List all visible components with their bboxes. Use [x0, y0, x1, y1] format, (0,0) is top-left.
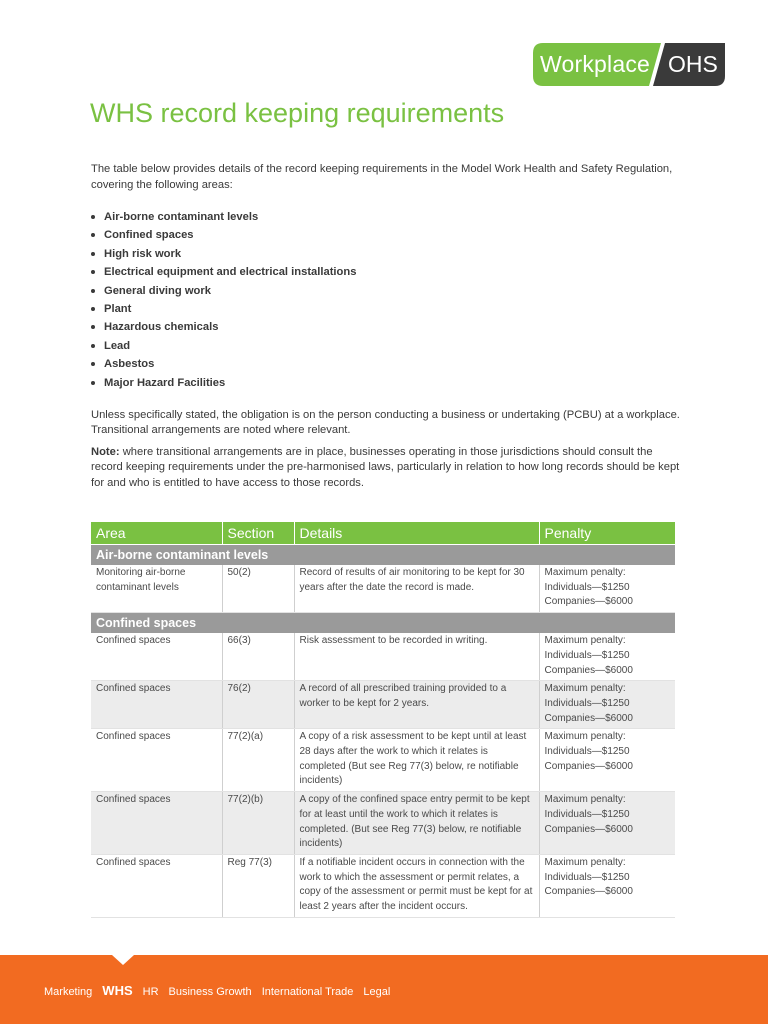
note-text: where transitional arrangements are in place, businesses operating in those jurisdictions should consult the record keeping requirements under the pre-harmonised laws, particularly in relation to how long records should be kept for and who is entitled to have access to those records.	[91, 446, 680, 489]
obligation-paragraph: Unless specifically stated, the obligation is on the person conducting a business or undertaking (PCBU) at a workplace. Transitional arrangements are noted where relevant.	[91, 409, 680, 437]
cell-penalty	[539, 792, 675, 855]
penalty-line: Individuals—$1250	[544, 649, 630, 661]
list-item: Confined spaces	[91, 228, 356, 246]
note-paragraph	[91, 445, 681, 491]
cell-area: Confined spaces	[91, 681, 222, 729]
table-row	[91, 854, 675, 917]
cell-details: A record of all prescribed training provided to a worker to be kept for 2 years.	[294, 681, 539, 729]
list-item: Electrical equipment and electrical installations	[91, 265, 356, 283]
list-item: Major Hazard Facilities	[91, 376, 356, 394]
penalty-line: Maximum penalty:	[544, 635, 626, 647]
list-item: Plant	[91, 302, 356, 320]
cell-area: Confined spaces	[91, 792, 222, 855]
penalty-line: Companies—$6000	[544, 596, 633, 608]
cell-area: Confined spaces	[91, 854, 222, 917]
footer-nav	[44, 983, 400, 998]
cell-penalty	[539, 854, 675, 917]
area-list	[91, 210, 356, 394]
penalty-line: Companies—$6000	[544, 760, 633, 772]
header-penalty: Penalty	[539, 522, 675, 545]
penalty-line: Maximum penalty:	[544, 794, 626, 806]
cell-details: A copy of the confined space entry permit to be kept for at least until the work to which it relates is completed. (But see Reg 77(3) below, re notifiable incidents)	[294, 792, 539, 855]
list-item: Air-borne contaminant levels	[91, 210, 356, 228]
logo-text-workplace: Workplace	[540, 51, 651, 77]
table-row	[91, 565, 675, 613]
header-area: Area	[91, 522, 222, 545]
penalty-line: Companies—$6000	[544, 823, 633, 835]
footer-link-hr[interactable]: HR	[142, 986, 159, 998]
footer-link-business-growth[interactable]: Business Growth	[168, 986, 252, 998]
cell-section: 76(2)	[222, 681, 294, 729]
penalty-line: Individuals—$1250	[544, 871, 630, 883]
table-row	[91, 792, 675, 855]
cell-area: Confined spaces	[91, 633, 222, 681]
penalty-line: Companies—$6000	[544, 664, 633, 676]
footer-active-indicator	[112, 955, 134, 965]
note-label: Note:	[91, 446, 120, 458]
table-header-row	[91, 522, 675, 545]
requirements-table	[91, 522, 675, 918]
group-title: Confined spaces	[91, 613, 675, 634]
penalty-line: Individuals—$1250	[544, 581, 630, 593]
table-row	[91, 729, 675, 792]
penalty-line: Maximum penalty:	[544, 731, 626, 743]
cell-section: 50(2)	[222, 565, 294, 613]
list-item: Lead	[91, 339, 356, 357]
penalty-line: Maximum penalty:	[544, 856, 626, 868]
cell-section: Reg 77(3)	[222, 854, 294, 917]
cell-penalty	[539, 681, 675, 729]
cell-details: A copy of a risk assessment to be kept until at least 28 days after the work to which it relates is completed (But see Reg 77(3) below, re notifiable incidents)	[294, 729, 539, 792]
cell-penalty	[539, 633, 675, 681]
cell-area: Confined spaces	[91, 729, 222, 792]
cell-details: If a notifiable incident occurs in connection with the work to which the assessment or permit relates, a copy of the assessment or permit must be kept for at least 2 years after the incident occurs.	[294, 854, 539, 917]
logo-text-ohs: OHS	[668, 51, 718, 77]
header-section: Section	[222, 522, 294, 545]
penalty-line: Individuals—$1250	[544, 808, 630, 820]
cell-details: Record of results of air monitoring to be kept for 30 years after the date the record is made.	[294, 565, 539, 613]
penalty-line: Individuals—$1250	[544, 746, 630, 758]
cell-section: 77(2)(a)	[222, 729, 294, 792]
cell-section: 77(2)(b)	[222, 792, 294, 855]
group-row-confined	[91, 613, 675, 634]
footer-link-international-trade[interactable]: International Trade	[261, 986, 354, 998]
page-title: WHS record keeping requirements	[90, 98, 505, 128]
table-row	[91, 633, 675, 681]
footer-link-whs[interactable]: WHS	[102, 983, 133, 998]
table-row	[91, 681, 675, 729]
cell-details: Risk assessment to be recorded in writing.	[294, 633, 539, 681]
intro-paragraph: The table below provides details of the record keeping requirements in the Model Work Health and Safety Regulation, covering the following areas:	[91, 163, 673, 191]
penalty-line: Maximum penalty:	[544, 683, 626, 695]
cell-penalty	[539, 565, 675, 613]
penalty-line: Maximum penalty:	[544, 567, 626, 578]
workplace-ohs-logo	[533, 43, 725, 86]
cell-penalty	[539, 729, 675, 792]
cell-section: 66(3)	[222, 633, 294, 681]
list-item: Hazardous chemicals	[91, 320, 356, 338]
penalty-line: Companies—$6000	[544, 712, 633, 724]
penalty-line: Individuals—$1250	[544, 697, 630, 709]
group-title: Air-borne contaminant levels	[91, 545, 675, 566]
list-item: General diving work	[91, 284, 356, 302]
group-row-airborne	[91, 545, 675, 566]
list-item: High risk work	[91, 247, 356, 265]
footer-link-legal[interactable]: Legal	[363, 986, 391, 998]
header-details: Details	[294, 522, 539, 545]
list-item: Asbestos	[91, 357, 356, 375]
penalty-line: Companies—$6000	[544, 886, 633, 898]
cell-area: Monitoring air-borne contaminant levels	[91, 565, 222, 613]
footer-link-marketing[interactable]: Marketing	[44, 986, 93, 998]
